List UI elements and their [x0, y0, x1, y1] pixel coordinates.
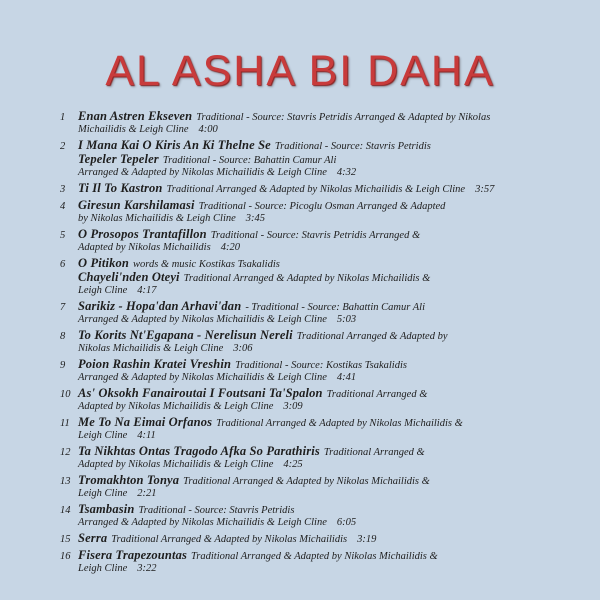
- track-title: As' Oksokh Fanairoutai I Foutsani Ta'Spalon: [78, 386, 323, 400]
- track-number: 14: [60, 505, 71, 516]
- track-title: O Pitikon: [78, 256, 130, 270]
- track-title: Fisera Trapezountas: [78, 548, 188, 562]
- track-credits: Arranged & Adapted by Nikolas Michailidis & Leigh Cline: [78, 167, 327, 178]
- track-duration: 2:21: [137, 488, 157, 499]
- track-credits: Arranged & Adapted by Nikolas Michailidis & Leigh Cline: [78, 314, 327, 325]
- track-item: [60, 139, 510, 179]
- track-duration: 3:22: [137, 563, 157, 574]
- track-number: 10: [60, 389, 71, 400]
- track-credits: Traditional Arranged & Adapted by Nikolas Michailidis &: [216, 418, 463, 429]
- track-number: 3: [60, 184, 66, 195]
- track-item: [60, 300, 510, 326]
- track-details: [78, 199, 510, 225]
- track-credits: Leigh Cline: [78, 563, 128, 574]
- track-number: 12: [60, 447, 71, 458]
- track-details: [78, 139, 510, 179]
- track-duration: 3:57: [475, 184, 495, 195]
- track-details: [78, 257, 510, 297]
- track-number: 4: [60, 201, 66, 212]
- track-details: [78, 503, 510, 529]
- track-list: [60, 110, 510, 578]
- track-title: Me To Na Eimai Orfanos: [78, 415, 213, 429]
- track-item: [60, 416, 510, 442]
- track-credits: - Traditional - Source: Bahattin Camur Ali: [245, 302, 425, 313]
- track-number: 15: [60, 534, 71, 545]
- track-credits: Traditional Arranged &: [326, 389, 428, 400]
- track-credits: Traditional - Source: Stavris Petridis Arranged & Adapted by Nikolas: [196, 112, 491, 123]
- track-title: Enan Astren Ekseven: [78, 109, 193, 123]
- track-duration: 4:11: [137, 430, 156, 441]
- track-duration: 3:09: [283, 401, 303, 412]
- track-duration: 3:06: [233, 343, 253, 354]
- track-title: O Prosopos Trantafillon: [78, 227, 207, 241]
- track-item: [60, 549, 510, 575]
- track-details: [78, 358, 510, 384]
- track-number: 16: [60, 551, 71, 562]
- track-credits: Traditional - Source: Kostikas Tsakalidis: [235, 360, 407, 371]
- track-credits: Traditional Arranged & Adapted by Nikolas Michailidis &: [183, 476, 430, 487]
- track-duration: 3:45: [245, 213, 266, 224]
- track-item: [60, 445, 510, 471]
- track-credits: words & music Kostikas Tsakalidis: [133, 259, 280, 270]
- track-credits: Nikolas Michailidis & Leigh Cline: [78, 343, 224, 354]
- track-item: [60, 532, 510, 546]
- track-duration: 4:17: [137, 285, 157, 296]
- track-item: [60, 257, 510, 297]
- track-credits: Traditional Arranged & Adapted by: [296, 331, 448, 342]
- track-credits: Arranged & Adapted by Nikolas Michailidis & Leigh Cline: [78, 517, 327, 528]
- track-duration: 4:00: [198, 124, 218, 135]
- track-duration: 6:05: [336, 517, 357, 528]
- track-credits: Traditional - Source: Stavris Petridis: [274, 141, 431, 152]
- track-number: 8: [60, 331, 66, 342]
- track-details: [78, 549, 510, 575]
- track-title: Poion Rashin Kratei Vreshin: [78, 357, 232, 371]
- track-duration: 4:20: [220, 242, 240, 253]
- track-number: 5: [60, 230, 66, 241]
- track-credits: Arranged & Adapted by Nikolas Michailidis & Leigh Cline: [78, 372, 327, 383]
- track-duration: 5:03: [336, 314, 357, 325]
- track-title: Tromakhton Tonya: [78, 473, 180, 487]
- track-duration: 3:19: [357, 534, 377, 545]
- track-item: [60, 110, 510, 136]
- track-credits: Traditional - Source: Stavris Petridis: [138, 505, 295, 516]
- track-item: [60, 228, 510, 254]
- track-details: [78, 532, 510, 546]
- track-details: [78, 387, 510, 413]
- track-details: [78, 228, 510, 254]
- track-credits: Leigh Cline: [78, 488, 128, 499]
- track-title: Serra: [78, 531, 108, 545]
- track-number: 9: [60, 360, 66, 371]
- track-details: [78, 300, 510, 326]
- track-title: Ti Il To Kastron: [78, 181, 163, 195]
- track-details: [78, 182, 510, 196]
- track-credits: Traditional - Source: Bahattin Camur Ali: [162, 155, 337, 166]
- track-title: Chayeli'nden Oteyi: [78, 270, 180, 284]
- track-credits: Michailidis & Leigh Cline: [78, 124, 189, 135]
- track-item: [60, 329, 510, 355]
- track-details: [78, 416, 510, 442]
- track-title: Tsambasin: [78, 502, 135, 516]
- track-title: Ta Nikhtas Ontas Tragodo Afka So Parathiris: [78, 444, 320, 458]
- track-item: [60, 358, 510, 384]
- track-item: [60, 182, 510, 196]
- track-credits: Traditional Arranged & Adapted by Nikolas Michailidis &: [183, 273, 431, 284]
- track-number: 11: [60, 418, 70, 429]
- track-credits: Traditional Arranged & Adapted by Nikolas Michailidis: [111, 534, 348, 545]
- track-title: Tepeler Tepeler: [78, 152, 159, 166]
- track-duration: 4:32: [336, 167, 357, 178]
- track-number: 7: [60, 302, 66, 313]
- track-number: 2: [60, 141, 66, 152]
- track-title: Giresun Karshilamasi: [78, 198, 195, 212]
- track-details: [78, 329, 510, 355]
- track-item: [60, 503, 510, 529]
- track-number: 1: [60, 112, 66, 123]
- track-credits: Adapted by Nikolas Michailidis & Leigh Cline: [78, 401, 274, 412]
- track-credits: Traditional - Source: Stavris Petridis Arranged &: [210, 230, 421, 241]
- track-number: 6: [60, 259, 66, 270]
- track-credits: Traditional Arranged & Adapted by Nikolas Michailidis &: [191, 551, 438, 562]
- track-item: [60, 199, 510, 225]
- track-title: To Korits Nt'Egapana - Nerelisun Nereli: [78, 328, 293, 342]
- track-credits: Leigh Cline: [78, 285, 128, 296]
- track-item: [60, 387, 510, 413]
- track-details: [78, 110, 510, 136]
- track-credits: Traditional - Source: Picoglu Osman Arranged & Adapted: [198, 201, 446, 212]
- track-credits: Traditional Arranged & Adapted by Nikolas Michailidis & Leigh Cline: [166, 184, 466, 195]
- track-credits: Adapted by Nikolas Michailidis: [78, 242, 211, 253]
- album-title: AL ASHA BI DAHA: [105, 47, 495, 95]
- track-duration: 4:25: [283, 459, 303, 470]
- track-number: 13: [60, 476, 71, 487]
- track-credits: Traditional Arranged &: [323, 447, 425, 458]
- track-credits: by Nikolas Michailidis & Leigh Cline: [78, 213, 236, 224]
- track-title: Sarikiz - Hopa'dan Arhavi'dan: [78, 299, 242, 313]
- track-credits: Leigh Cline: [78, 430, 128, 441]
- track-item: [60, 474, 510, 500]
- track-details: [78, 474, 510, 500]
- track-title: I Mana Kai O Kiris An Ki Thelne Se: [78, 138, 271, 152]
- track-duration: 4:41: [336, 372, 357, 383]
- track-credits: Adapted by Nikolas Michailidis & Leigh Cline: [78, 459, 274, 470]
- track-details: [78, 445, 510, 471]
